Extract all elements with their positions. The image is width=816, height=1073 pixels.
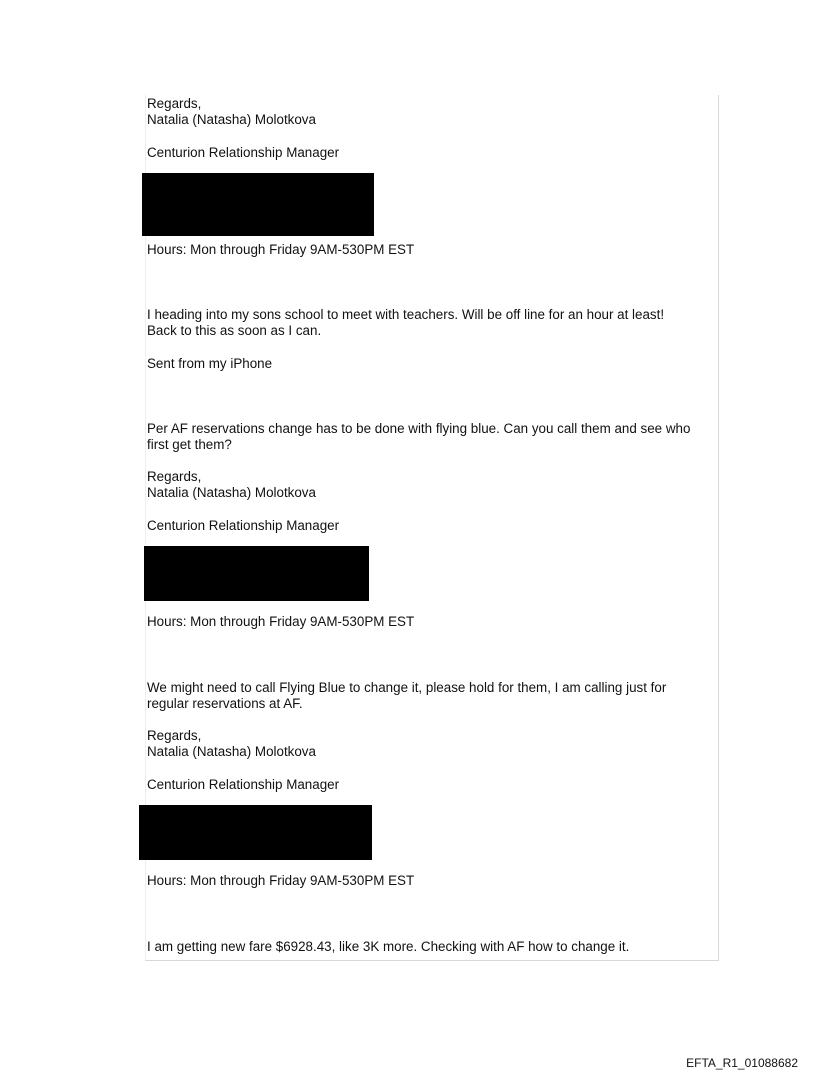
redaction-block <box>142 173 374 236</box>
message-text-line: We might need to call Flying Blue to change it, please hold for them, I am calling just for <box>147 680 667 695</box>
message-text-line: first get them? <box>147 437 232 452</box>
signature-regards: Regards, <box>147 728 202 743</box>
message-text-line: I heading into my sons school to meet with teachers. Will be off line for an hour at least! <box>147 307 665 322</box>
message-text-line: Back to this as soon as I can. <box>147 323 322 338</box>
signature-hours: Hours: Mon through Friday 9AM-530PM EST <box>147 614 415 629</box>
signature-hours: Hours: Mon through Friday 9AM-530PM EST <box>147 242 415 257</box>
redaction-block <box>144 546 369 601</box>
redaction-block <box>139 805 372 860</box>
signature-name: Natalia (Natasha) Molotkova <box>147 744 316 759</box>
message-text-line: regular reservations at AF. <box>147 696 303 711</box>
document-id: EFTA_R1_01088682 <box>686 1056 798 1070</box>
signature-hours: Hours: Mon through Friday 9AM-530PM EST <box>147 873 415 888</box>
signature-title: Centurion Relationship Manager <box>147 777 340 792</box>
signature-regards: Regards, <box>147 96 202 111</box>
signature-regards: Regards, <box>147 469 202 484</box>
signature-name: Natalia (Natasha) Molotkova <box>147 485 316 500</box>
message-text-line: Per AF reservations change has to be done with flying blue. Can you call them and see who <box>147 421 691 436</box>
message-text-line: I am getting new fare $6928.43, like 3K more. Checking with AF how to change it. <box>147 939 630 954</box>
signature-name: Natalia (Natasha) Molotkova <box>147 112 316 127</box>
signature-title: Centurion Relationship Manager <box>147 518 340 533</box>
signature-title: Centurion Relationship Manager <box>147 145 340 160</box>
sent-from-line: Sent from my iPhone <box>147 356 273 371</box>
